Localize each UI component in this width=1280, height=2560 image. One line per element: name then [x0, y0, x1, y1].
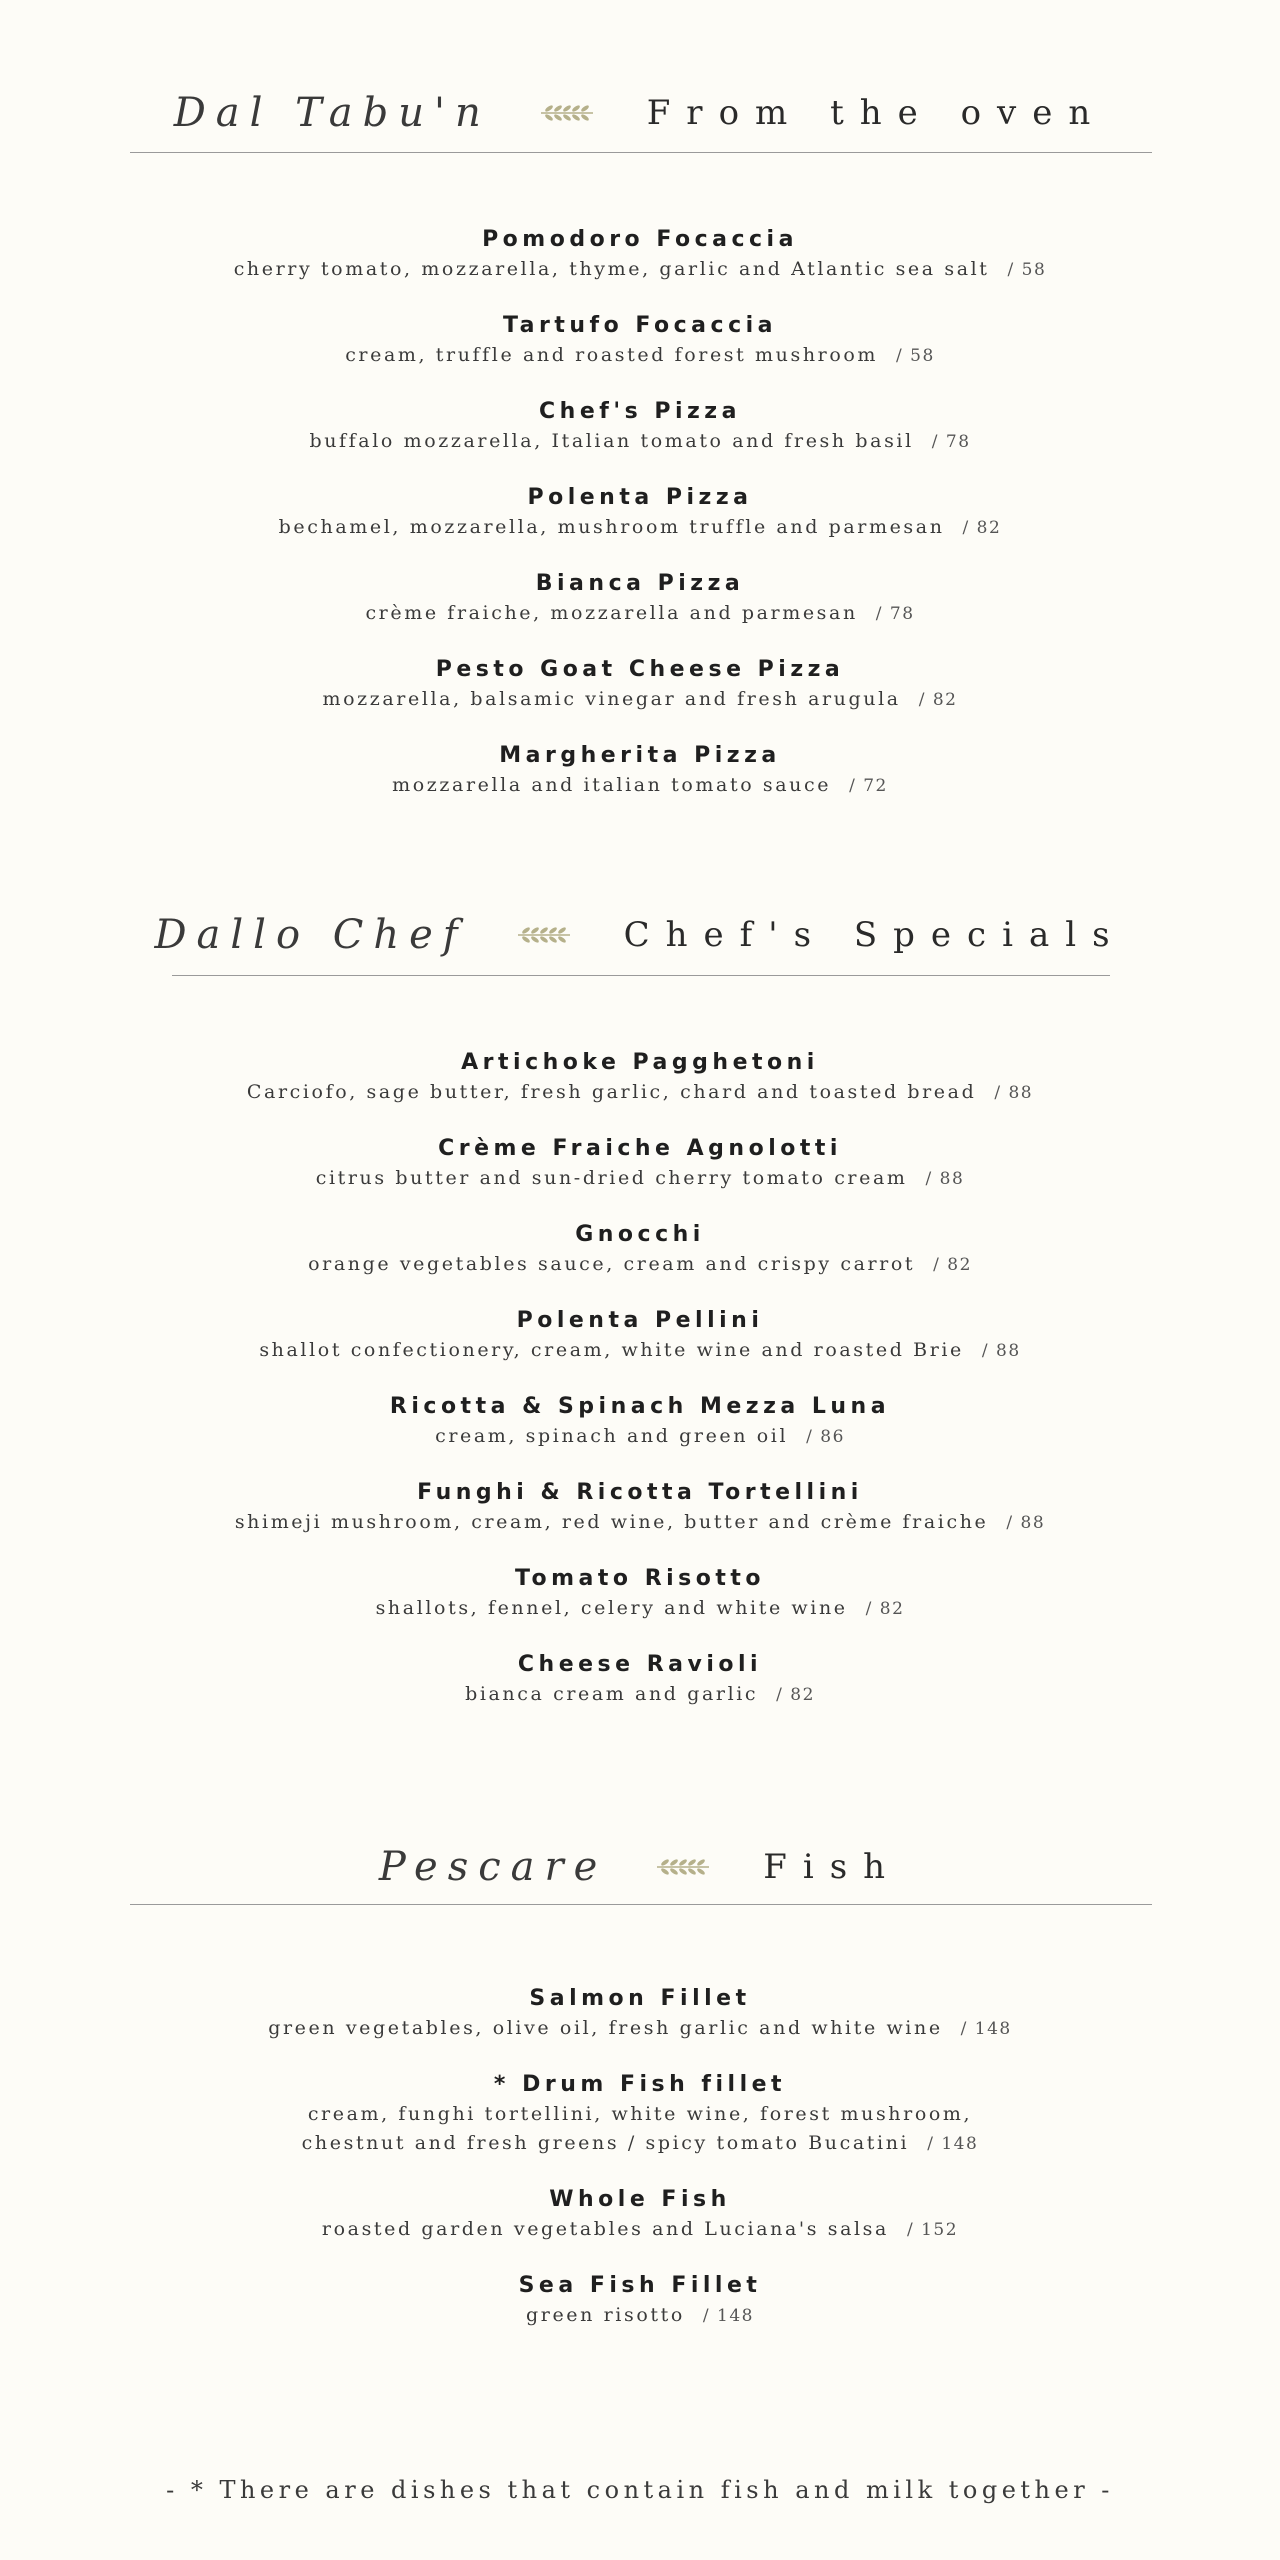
footer-note: - * There are dishes that contain fish and milk together - [166, 2476, 1114, 2504]
menu-item-price: / 78 [931, 432, 971, 452]
menu-item [0, 1220, 1280, 1280]
menu-item-description [0, 1336, 1280, 1366]
menu-item-description [0, 1078, 1280, 1108]
menu-item-name: Sea Fish Fillet [518, 2273, 762, 2298]
menu-item-description [0, 2129, 1280, 2159]
menu-item-name: Pomodoro Focaccia [482, 227, 798, 252]
menu-item-price: / 88 [981, 1341, 1021, 1361]
menu-item-name: Salmon Fillet [529, 1986, 751, 2011]
menu-item-description [0, 427, 1280, 457]
menu-item-description-text: shallots, fennel, celery and white wine [375, 1597, 848, 1619]
section-script-title: Dal Tabu'n [173, 90, 491, 136]
menu-item-price: / 82 [962, 518, 1002, 538]
menu-item [0, 2185, 1280, 2245]
menu-item [0, 311, 1280, 371]
section-script-title: Pescare [378, 1844, 608, 1890]
section-divider [172, 975, 1110, 976]
menu-item-description-text: cherry tomato, mozzarella, thyme, garlic and Atlantic sea salt [233, 258, 990, 280]
menu-item [0, 397, 1280, 457]
menu-item-description [0, 1164, 1280, 1194]
menu-item-description [0, 1680, 1280, 1710]
menu-item-description-text: bianca cream and garlic [465, 1683, 759, 1705]
section-header [0, 78, 1280, 158]
menu-item [0, 569, 1280, 629]
menu-item-price: / 88 [925, 1169, 965, 1189]
menu-item [0, 1392, 1280, 1452]
menu-item-name: Crème Fraiche Agnolotti [438, 1136, 842, 1161]
menu-item-name: Funghi & Ricotta Tortellini [417, 1480, 863, 1505]
menu-item-description [0, 1250, 1280, 1280]
section-divider [130, 1904, 1152, 1905]
menu-item-price: / 82 [776, 1685, 815, 1705]
menu-item-description-text: crème fraiche, mozzarella and parmesan [365, 602, 858, 624]
menu-item [0, 1564, 1280, 1624]
menu-item-description-text: cream, funghi tortellini, white wine, forest mushroom, [307, 2103, 973, 2125]
menu-item-description [0, 255, 1280, 285]
menu-item [0, 2070, 1280, 2159]
section-script-title: Dallo Chef [154, 912, 468, 958]
menu-item-price: / 152 [906, 2220, 959, 2240]
menu-item-price: / 58 [1007, 260, 1047, 280]
menu-item [0, 225, 1280, 285]
menu-item-name: Bianca Pizza [535, 571, 745, 596]
menu-item-name: Polenta Pellini [516, 1308, 764, 1333]
menu-item [0, 483, 1280, 543]
menu-item-description-text: bechamel, mozzarella, mushroom truffle and parmesan [278, 516, 945, 538]
menu-item-description [0, 2215, 1280, 2245]
menu-item-name: * Drum Fish fillet [493, 2072, 787, 2097]
menu-item [0, 1134, 1280, 1194]
menu-item-description [0, 1594, 1280, 1624]
menu-item-description-text: buffalo mozzarella, Italian tomato and fresh basil [309, 430, 914, 452]
menu-item-price: / 88 [994, 1083, 1034, 1103]
menu-item-name: Pesto Goat Cheese Pizza [435, 657, 845, 682]
menu-item-price: / 88 [1006, 1513, 1046, 1533]
section-divider [130, 152, 1152, 153]
menu-item-description-text: orange vegetables sauce, cream and crispy carrot [308, 1253, 916, 1275]
menu-item-price: / 148 [960, 2019, 1012, 2039]
menu-item-name: Polenta Pizza [527, 485, 753, 510]
menu-item-name: Margherita Pizza [499, 743, 781, 768]
menu-item-price: / 82 [933, 1255, 972, 1275]
menu-item-description-text: shimeji mushroom, cream, red wine, butter and crème fraiche [234, 1511, 989, 1533]
menu-item-name: Chef's Pizza [539, 399, 741, 424]
menu-item-description-text: mozzarella and italian tomato sauce [392, 774, 832, 796]
menu-item-name: Tartufo Focaccia [503, 313, 777, 338]
menu-item [0, 1478, 1280, 1538]
menu-item-name: Whole Fish [549, 2187, 731, 2212]
menu-item-description [0, 599, 1280, 629]
menu-item [0, 1306, 1280, 1366]
menu-item-description-text: roasted garden vegetables and Luciana's salsa [321, 2218, 889, 2240]
menu-item-description-text: citrus butter and sun-dried cherry tomato cream [315, 1167, 908, 1189]
sprig-icon [655, 1857, 711, 1877]
menu-item-description-text: chestnut and fresh greens / spicy tomato Bucatini [301, 2132, 910, 2154]
menu-item-description [0, 1508, 1280, 1538]
menu-item-price: / 86 [806, 1427, 845, 1447]
menu-item-description-text: mozzarella, balsamic vinegar and fresh arugula [322, 688, 901, 710]
menu-item-name: Gnocchi [575, 1222, 705, 1247]
menu-item-description-text: cream, truffle and roasted forest mushroom [345, 344, 879, 366]
menu-item-price: / 148 [927, 2134, 979, 2154]
menu-item [0, 1984, 1280, 2044]
menu-item-price: / 82 [865, 1599, 905, 1619]
menu-item-name: Artichoke Pagghetoni [461, 1050, 819, 1075]
menu-item-description [0, 2014, 1280, 2044]
menu-item-description [0, 771, 1280, 801]
menu-item-description-text: green risotto [526, 2304, 685, 2326]
menu-item-price: / 82 [918, 690, 958, 710]
menu-item-description [0, 2301, 1280, 2331]
menu-item [0, 1048, 1280, 1108]
section-title: Fish [763, 1847, 902, 1887]
menu-item-name: Ricotta & Spinach Mezza Luna [389, 1394, 891, 1419]
menu-item-description [0, 685, 1280, 715]
menu-item-price: / 72 [849, 776, 888, 796]
sprig-icon [516, 925, 572, 945]
section-header [0, 900, 1280, 980]
menu-item-price: / 78 [875, 604, 915, 624]
menu-item-price: / 58 [896, 346, 935, 366]
menu-item-description [0, 341, 1280, 371]
menu-item [0, 2271, 1280, 2331]
menu-item-description-text: cream, spinach and green oil [435, 1425, 789, 1447]
sprig-icon [539, 103, 595, 123]
section-title: From the oven [646, 93, 1107, 133]
menu-item-name: Cheese Ravioli [517, 1652, 763, 1677]
menu-item-description [0, 2100, 1280, 2129]
section-title: Chef's Specials [623, 915, 1126, 955]
menu-item [0, 1650, 1280, 1710]
section-header [0, 1832, 1280, 1912]
menu-item [0, 741, 1280, 801]
menu-item-name: Tomato Risotto [514, 1566, 766, 1591]
menu-item-description-text: Carciofo, sage butter, fresh garlic, chard and toasted bread [246, 1081, 977, 1103]
menu-item-description-text: shallot confectionery, cream, white wine and roasted Brie [259, 1339, 964, 1361]
menu-item-description-text: green vegetables, olive oil, fresh garlic and white wine [268, 2017, 943, 2039]
menu-item [0, 655, 1280, 715]
menu-item-description [0, 1422, 1280, 1452]
menu-item-price: / 148 [702, 2306, 754, 2326]
menu-item-description [0, 513, 1280, 543]
